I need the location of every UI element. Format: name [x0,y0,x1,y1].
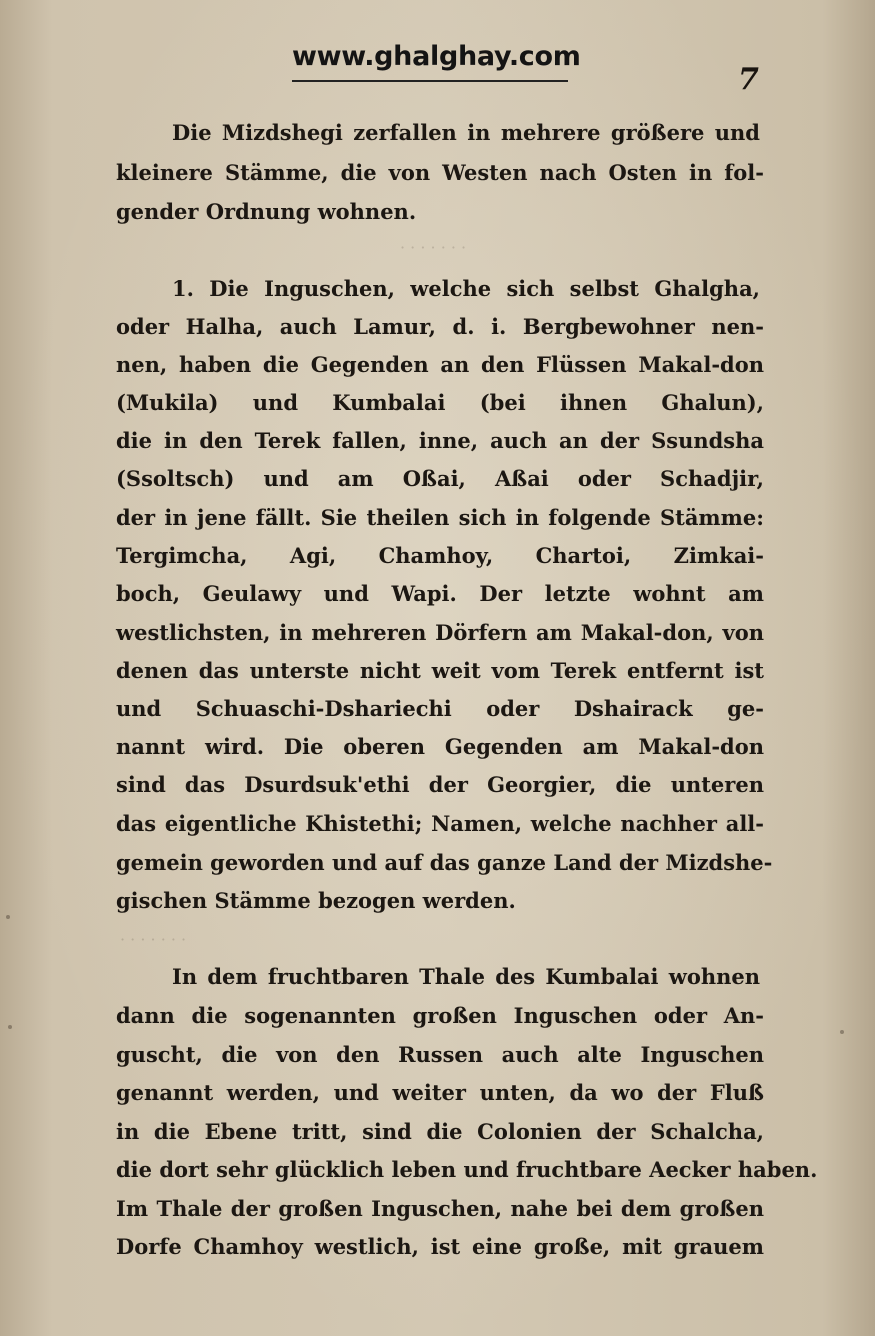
page-number: 7 [738,62,759,97]
text-line: Die Mizdshegi zerfallen in mehrere größere und [172,120,760,145]
text-line: nen, haben die Gegenden an den Flüssen Makal-don [116,352,764,377]
watermark-url: www.ghalghay.com [292,41,581,72]
text-line: Tergimcha, Agi, Chamhoy, Chartoi, Zimkai- [116,543,764,568]
text-line: guscht, die von den Russen auch alte Inguschen [116,1042,764,1067]
text-line: die dort sehr glücklich leben und fruchtbare Aecker haben. [116,1157,818,1182]
bleed-through-mark: · · · · · · · [120,930,187,949]
text-line: das eigentliche Khistethi; Namen, welche nachher all- [116,811,764,836]
text-line: Im Thale der großen Inguschen, nahe bei dem großen [116,1196,764,1221]
text-line: gender Ordnung wohnen. [116,199,417,224]
watermark-underline [292,80,568,82]
text-line: die in den Terek fallen, inne, auch an der Ssundsha [116,428,764,453]
text-line: boch, Geulawy und Wapi. Der letzte wohnt am [116,581,764,606]
text-line: 1. Die Inguschen, welche sich selbst Ghalgha, [172,276,760,301]
text-line: und Schuaschi-Dshariechi oder Dshairack ge- [116,696,764,721]
text-line: sind das Dsurdsuk'ethi der Georgier, die unteren [116,772,764,797]
text-line: (Mukila) und Kumbalai (bei ihnen Ghalun), [116,390,764,415]
text-line: In dem fruchtbaren Thale des Kumbalai wohnen [172,964,760,989]
text-line: gischen Stämme bezogen werden. [116,888,516,913]
paper-speck [6,915,10,919]
text-line: Dorfe Chamhoy westlich, ist eine große, mit grauem [116,1234,764,1259]
text-line: nannt wird. Die oberen Gegenden am Makal-don [116,734,764,759]
text-line: (Ssoltsch) und am Oßai, Aßai oder Schadjir, [116,466,764,491]
text-line: kleinere Stämme, die von Westen nach Osten in fol- [116,160,764,185]
text-line: in die Ebene tritt, sind die Colonien der Schalcha, [116,1119,764,1144]
bleed-through-mark: · · · · · · · [400,238,467,257]
text-line: genannt werden, und weiter unten, da wo der Fluß [116,1080,764,1105]
text-line: oder Halha, auch Lamur, d. i. Bergbewohner nen- [116,314,764,339]
paper-speck [8,1025,12,1029]
text-line: der in jene fällt. Sie theilen sich in folgende Stämme: [116,505,764,530]
text-line: denen das unterste nicht weit vom Terek entfernt ist [116,658,764,683]
text-line: dann die sogenannten großen Inguschen oder An- [116,1003,764,1028]
text-line: gemein geworden und auf das ganze Land der Mizdshe- [116,850,773,875]
text-line: westlichsten, in mehreren Dörfern am Makal-don, von [116,620,764,645]
paper-speck [840,1030,844,1034]
